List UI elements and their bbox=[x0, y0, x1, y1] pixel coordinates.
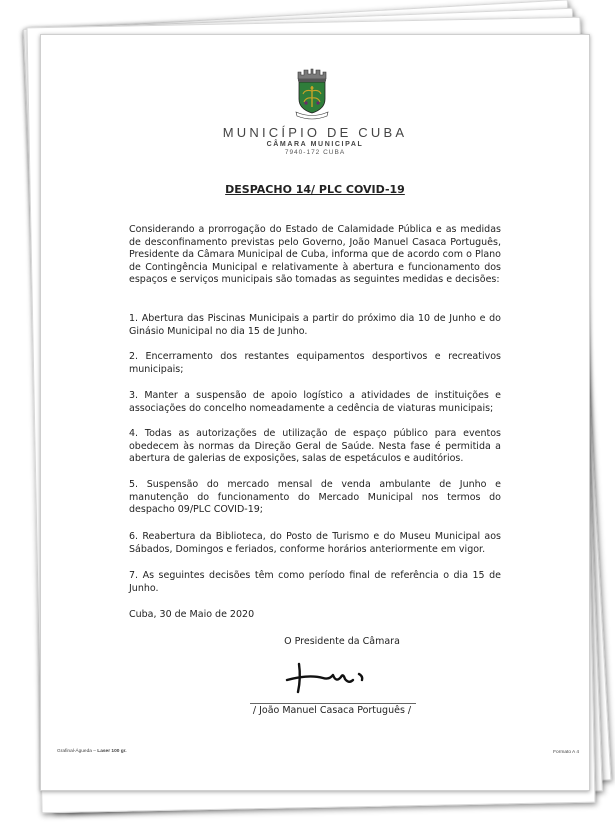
handwritten-signature bbox=[279, 658, 375, 700]
postal-address: 7940-172 CUBA bbox=[284, 149, 346, 156]
intro-paragraph: Considerando a prorrogação do Estado de Calamidade Pública e as medidas de desconfinamento previstas pelo Governo, João Manuel Casaca Português, Presidente da Câmara Municipal de Cuba, informa que de acordo com o Plano de Contingência Municipal e relativamente à abertura e funcionamento dos espaços e serviços municipais são tomadas as seguintes medidas e decisões: bbox=[129, 224, 501, 286]
coat-of-arms-icon bbox=[292, 67, 332, 121]
paper-spec: Laser 100 gr. bbox=[97, 749, 127, 754]
printer-name: Grafinal-Águeda – bbox=[57, 749, 98, 754]
document-title: DESPACHO 14/ PLC COVID-19 bbox=[225, 183, 405, 196]
chamber-name: CÂMARA MUNICIPAL bbox=[266, 141, 364, 148]
list-item: 2. Encerramento dos restantes equipamentos desportivos e recreativos municipais; bbox=[129, 351, 501, 375]
list-item: 6. Reabertura da Biblioteca, do Posto de Turismo e do Museu Municipal aos Sábados, Domingos e feriados, conforme horários anteriormente em vigor. bbox=[129, 531, 501, 555]
list-item: 1. Abertura das Piscinas Municipais a partir do próximo dia 10 de Junho e do Ginásio Municipal no dia 15 de Junho. bbox=[129, 313, 501, 337]
page-format: Formato A 4 bbox=[553, 750, 579, 755]
document-page bbox=[40, 34, 590, 791]
list-item: 7. As seguintes decisões têm como período final de referência o dia 15 de Junho. bbox=[129, 570, 501, 594]
printer-credit bbox=[57, 749, 127, 754]
list-item: 5. Suspensão do mercado mensal de venda ambulante de Junho e manutenção do funcionamento do Mercado Municipal nos termos do despacho 09/PLC COVID-19; bbox=[129, 479, 501, 516]
signature-line bbox=[250, 703, 416, 704]
signer-title: O Presidente da Câmara bbox=[284, 636, 400, 647]
list-item: 3. Manter a suspensão de apoio logístico a atividades de instituições e associações do concelho nomeadamente a cedência de viaturas municipais; bbox=[129, 390, 501, 414]
signer-name: / João Manuel Casaca Português / bbox=[252, 705, 412, 716]
list-item: 4. Todas as autorizações de utilização de espaço público para eventos obedecem às normas da Direção Geral de Saúde. Nesta fase é permitida a abertura de galerias de exposições, salas de espetáculos e auditórios. bbox=[129, 428, 501, 465]
document-date: Cuba, 30 de Maio de 2020 bbox=[129, 609, 255, 620]
municipality-name: MUNICÍPIO DE CUBA bbox=[222, 125, 408, 140]
